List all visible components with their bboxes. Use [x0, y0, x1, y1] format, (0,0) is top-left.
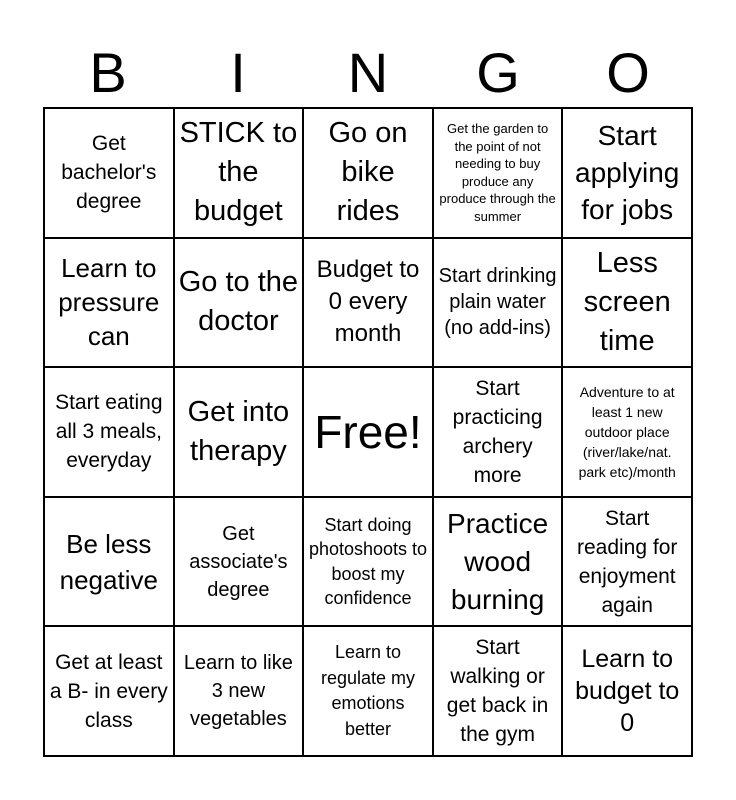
bingo-cell-text: Learn to regulate my emotions better: [320, 642, 416, 739]
bingo-cell-text: Start applying for jobs: [575, 120, 680, 226]
bingo-cell[interactable]: [433, 108, 563, 238]
bingo-cell[interactable]: [44, 108, 174, 238]
bingo-cell[interactable]: [433, 497, 563, 627]
bingo-cell-text: Start reading for enjoyment again: [576, 506, 678, 617]
bingo-cell-text: Be less negative: [59, 528, 158, 595]
bingo-cell-text: Get at least a B- in every class: [49, 650, 168, 732]
bingo-cell[interactable]: [562, 497, 692, 627]
bingo-cell[interactable]: [303, 497, 433, 627]
bingo-cell-text: Get bachelor's degree: [61, 132, 157, 214]
bingo-cell-text: Go to the doctor: [178, 266, 299, 338]
bingo-cell-text: Learn to budget to 0: [575, 645, 680, 738]
bingo-cell[interactable]: [562, 626, 692, 756]
bingo-cell-text: Practice wood burning: [447, 507, 549, 615]
bingo-cell[interactable]: [562, 108, 692, 238]
bingo-cell-text: Less screen time: [583, 246, 671, 357]
bingo-cell[interactable]: [433, 238, 563, 368]
bingo-card-grid: [43, 107, 693, 757]
free-space-text: Free!: [314, 405, 422, 458]
bingo-cell-text: Budget to 0 every month: [316, 256, 420, 348]
free-space-cell[interactable]: [303, 367, 433, 497]
bingo-cell-text: Adventure to at least 1 new outdoor place (river/lake/nat. park etc)/month: [578, 383, 676, 480]
header-letter-n: N: [347, 41, 389, 104]
bingo-cell[interactable]: [174, 626, 304, 756]
bingo-cell-text: Start drinking plain water (no add-ins): [438, 265, 557, 340]
bingo-header: [43, 40, 693, 106]
bingo-cell[interactable]: [44, 497, 174, 627]
bingo-cell-text: Start eating all 3 meals, everyday: [55, 391, 163, 473]
bingo-cell-text: Start practicing archery more: [452, 376, 543, 487]
header-letter-i: I: [230, 41, 246, 104]
bingo-cell-text: STICK to the budget: [179, 117, 298, 228]
bingo-cell[interactable]: [433, 367, 563, 497]
bingo-cell[interactable]: [44, 626, 174, 756]
header-letter-b: B: [89, 41, 127, 104]
bingo-cell[interactable]: [174, 367, 304, 497]
bingo-cell-text: Get the garden to the point of not needing to buy produce any produce through the summer: [439, 121, 556, 224]
header-letter-g: G: [476, 41, 520, 104]
bingo-cell-text: Learn to pressure can: [58, 253, 160, 352]
bingo-cell[interactable]: [433, 626, 563, 756]
bingo-cell[interactable]: [303, 108, 433, 238]
bingo-cell[interactable]: [44, 367, 174, 497]
bingo-cell[interactable]: [562, 238, 692, 368]
bingo-cell-text: Start walking or get back in the gym: [446, 636, 549, 747]
bingo-cell[interactable]: [303, 238, 433, 368]
bingo-cell-text: Get associate's degree: [189, 522, 288, 601]
bingo-cell[interactable]: [303, 626, 433, 756]
header-letter-o: O: [606, 41, 650, 104]
bingo-cell-text: Start doing photoshoots to boost my confidence: [308, 514, 428, 609]
bingo-cell-text: Get into therapy: [187, 395, 290, 467]
bingo-cell[interactable]: [562, 367, 692, 497]
bingo-cell[interactable]: [44, 238, 174, 368]
bingo-cell-text: Learn to like 3 new vegetables: [183, 652, 293, 731]
bingo-cell[interactable]: [174, 497, 304, 627]
bingo-cell[interactable]: [174, 108, 304, 238]
bingo-cell-text: Go on bike rides: [328, 117, 408, 228]
bingo-cell[interactable]: [174, 238, 304, 368]
